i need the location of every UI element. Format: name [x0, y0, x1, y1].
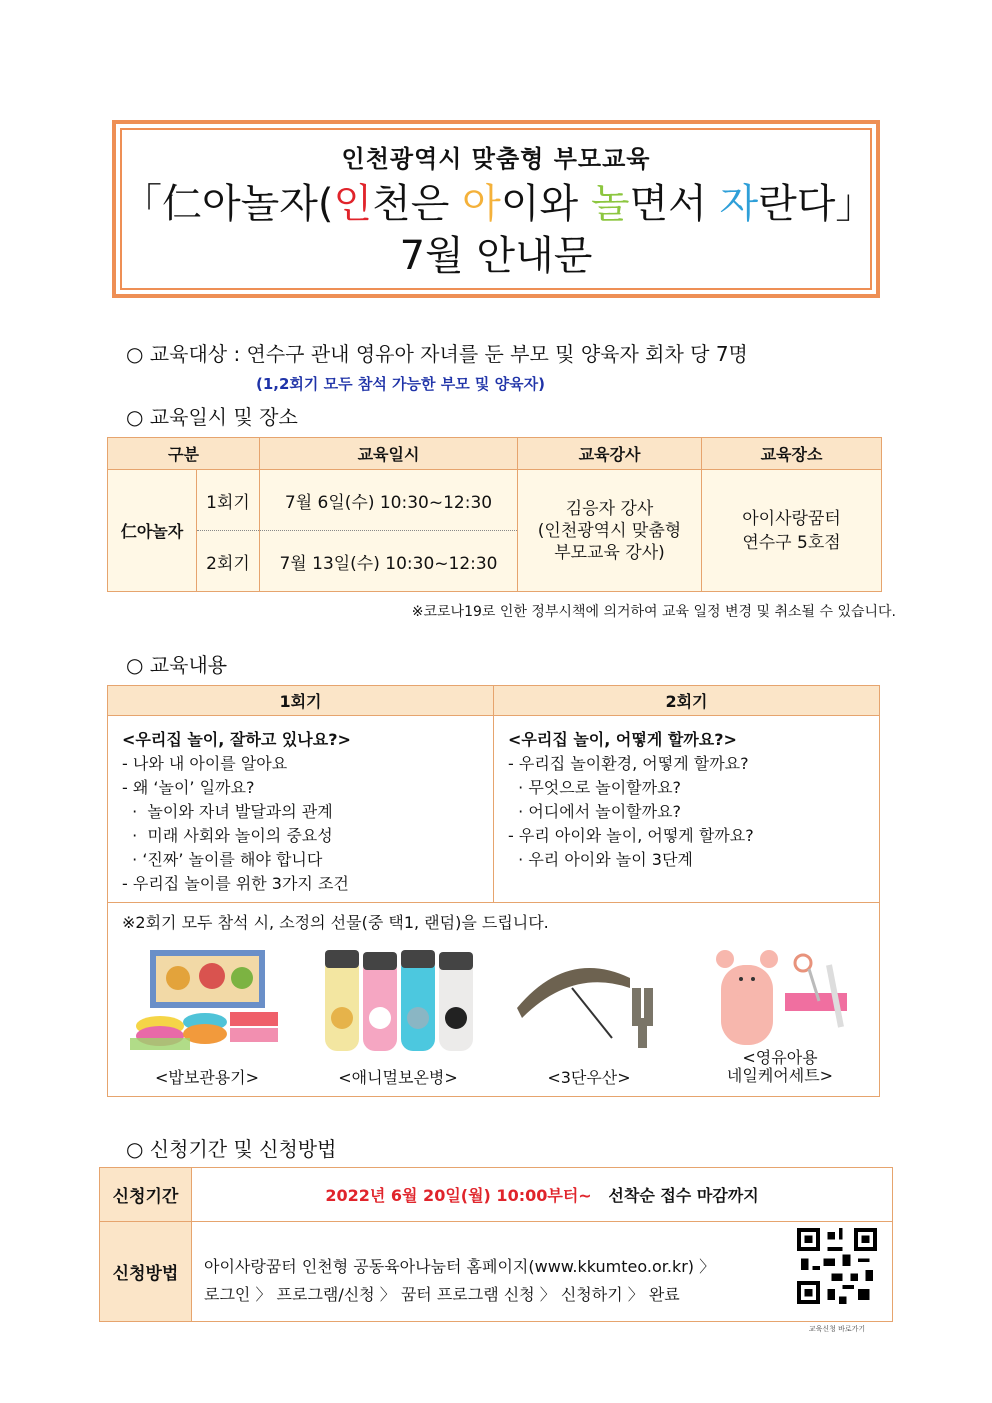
- session2-line: · 무엇으로 놀이할까요?: [508, 778, 682, 797]
- col-header: 교육강사: [518, 438, 702, 470]
- period-cell: [192, 1168, 893, 1222]
- food-container-image: [122, 945, 292, 1055]
- umbrella-image: [504, 945, 674, 1055]
- session1-line: - 나와 내 아이를 알아요: [122, 754, 288, 773]
- gift-thermos: [313, 945, 483, 1090]
- qr-code[interactable]: [796, 1228, 878, 1343]
- instructor-line: (인천광역시 맞춤형: [537, 520, 682, 541]
- method-line2: 로그인 〉 프로그램/신청 〉 꿈터 프로그램 신청 〉 신청하기 〉 완료: [204, 1284, 680, 1304]
- session1-title: <우리집 놀이, 잘하고 있나요?>: [122, 730, 351, 749]
- title-part: 란다」: [758, 181, 876, 227]
- title-line2: [122, 178, 876, 230]
- target-note: (1,2회기 모두 참석 가능한 부모 및 양육자): [256, 375, 545, 393]
- title-highlight-nol: 놀: [590, 181, 630, 227]
- title-box: [112, 120, 880, 298]
- period-date: 2022년 6월 20일(월) 10:00부터~: [325, 1186, 592, 1205]
- period-deadline: 선착순 접수 마감까지: [608, 1186, 759, 1205]
- instructor-line: 부모교육 강사): [554, 542, 665, 563]
- gift-nail-kit: [695, 945, 865, 1090]
- nail-kit-image: [695, 945, 865, 1045]
- title-highlight-ja: 자: [719, 181, 759, 227]
- gift-food-container: [122, 945, 292, 1090]
- col-header: 2회기: [494, 686, 880, 716]
- gift-section: [108, 903, 880, 1097]
- content-table: [107, 685, 880, 1097]
- title-inner: [120, 128, 876, 290]
- place-line: 연수구 5호점: [742, 532, 841, 553]
- thermos-image: [313, 945, 483, 1055]
- title-highlight-a: 아: [462, 181, 501, 227]
- method-line1: 아이사랑꿈터 인천형 공동육아나눔터 홈페이지(www.kkumteo.or.kr) 〉: [204, 1256, 716, 1276]
- schedule-notice: ※코로나19로 인한 정부시책에 의거하여 교육 일정 변경 및 취소될 수 있습니다.: [411, 604, 896, 620]
- schedule-table: [107, 437, 882, 592]
- session1-line: · ‘진짜’ 놀이를 해야 합니다: [122, 850, 323, 869]
- apply-heading: ○ 신청기간 및 신청방법: [126, 1137, 337, 1161]
- title-line1: 인천광역시 맞춤형 부모교육: [341, 145, 651, 173]
- col-header: 구분: [108, 438, 260, 470]
- session1-line: · 놀이와 자녀 발달과의 관계: [122, 802, 333, 821]
- schedule-heading: ○ 교육일시 및 장소: [126, 405, 298, 429]
- gift-label: <영유아용: [742, 1048, 818, 1067]
- gift-grid: [122, 945, 865, 1090]
- session1-line: - 왜 ‘놀이’ 일까요?: [122, 778, 255, 797]
- qr-code-icon: [797, 1228, 877, 1304]
- title-highlight-in: 인: [333, 181, 373, 227]
- instructor-line: 김응자 강사: [565, 498, 654, 519]
- session2-line: - 우리집 놀이환경, 어떻게 할까요?: [508, 754, 749, 773]
- gift-label: 네일케어세트>: [726, 1066, 834, 1085]
- gift-note: ※2회기 모두 참석 시, 소정의 선물(중 택1, 랜덤)을 드립니다.: [122, 913, 549, 932]
- session2-line: · 어디에서 놀이할까요?: [508, 802, 682, 821]
- method-cell: [192, 1222, 893, 1333]
- title-part: 면서: [629, 181, 720, 227]
- session-datetime: 7월 6일(수) 10:30~12:30: [260, 470, 518, 531]
- title-part: 「仁아놀자(: [122, 181, 334, 227]
- session2-line: · 우리 아이와 놀이 3단계: [508, 850, 693, 869]
- apply-table: [99, 1167, 893, 1333]
- title-part: 이와: [500, 181, 591, 227]
- session1-line: - 우리집 놀이를 위한 3가지 조건: [122, 874, 349, 893]
- gift-label: <3단우산>: [547, 1068, 631, 1087]
- instructor-cell: [518, 470, 702, 592]
- content-heading: ○ 교육내용: [126, 653, 228, 677]
- col-header: 교육장소: [702, 438, 882, 470]
- col-header: 1회기: [108, 686, 494, 716]
- gift-label: <밥보관용기>: [154, 1068, 260, 1087]
- session-label: 1회기: [197, 470, 260, 531]
- gift-umbrella: [504, 945, 674, 1090]
- session2-content: [494, 716, 880, 903]
- col-header: 교육일시: [260, 438, 518, 470]
- session1-line: · 미래 사회와 놀이의 중요성: [122, 826, 333, 845]
- qr-caption: 교육신청 바로가기: [808, 1325, 866, 1333]
- title-line3: 7월 안내문: [399, 233, 593, 279]
- place-cell: [702, 470, 882, 592]
- title-part: 천은: [372, 181, 463, 227]
- session-datetime: 7월 13일(수) 10:30~12:30: [260, 531, 518, 592]
- period-label: 신청기간: [100, 1168, 192, 1222]
- session-label: 2회기: [197, 531, 260, 592]
- session2-title: <우리집 놀이, 어떻게 할까요?>: [508, 730, 737, 749]
- program-name: 仁아놀자: [108, 470, 197, 592]
- session2-line: - 우리 아이와 놀이, 어떻게 할까요?: [508, 826, 754, 845]
- target-heading: ○ 교육대상 : 연수구 관내 영유아 자녀를 둔 부모 및 양육자 회차 당 7명: [126, 342, 748, 366]
- method-label: 신청방법: [100, 1222, 192, 1322]
- session1-content: [108, 716, 494, 903]
- gift-label: <애니멀보온병>: [338, 1068, 458, 1087]
- place-line: 아이사랑꿈터: [742, 508, 841, 529]
